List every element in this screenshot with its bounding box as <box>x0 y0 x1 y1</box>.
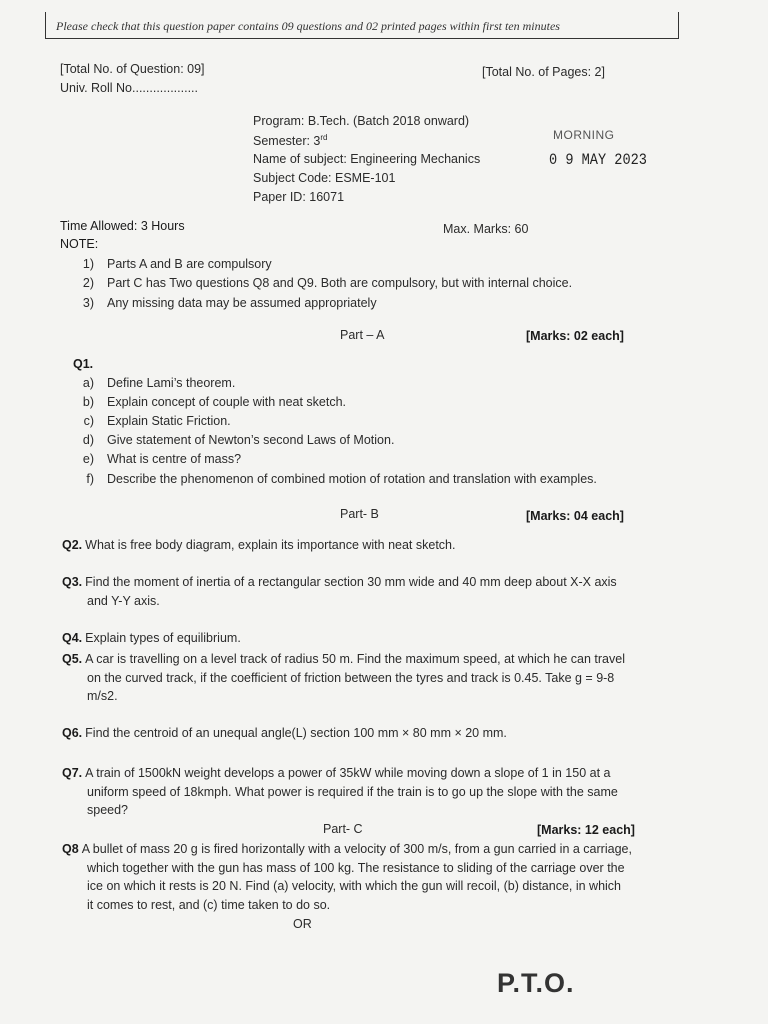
question-4: Q4. Explain types of equilibrium. <box>62 631 241 645</box>
subject-code: Subject Code: ESME-101 <box>253 171 396 185</box>
notice-text: Please check that this question paper contains 09 questions and 02 printed pages within first ten minutes <box>56 19 560 33</box>
paper-id: Paper ID: 16071 <box>253 190 345 204</box>
part-b-title: Part- B <box>340 507 379 521</box>
max-marks: Max. Marks: 60 <box>443 222 529 236</box>
part-a-marks: [Marks: 02 each] <box>526 329 624 343</box>
program: Program: B.Tech. (Batch 2018 onward) <box>253 114 470 128</box>
question-3: Q3. Find the moment of inertia of a rectangular section 30 mm wide and 40 mm deep about X-X axis and Y-Y axis. <box>62 575 617 608</box>
pto-mark: P.T.O. <box>497 968 575 998</box>
note-item: 2) Part C has Two questions Q8 and Q9. Both are compulsory, but with internal choice. <box>82 276 573 290</box>
subject-name: Name of subject: Engineering Mechanics <box>253 152 481 166</box>
part-c-marks: [Marks: 12 each] <box>537 823 635 837</box>
q1-item: e) What is centre of mass? <box>82 452 242 466</box>
q1-item: c) Explain Static Friction. <box>83 414 231 428</box>
question-2: Q2. What is free body diagram, explain its importance with neat sketch. <box>62 538 456 552</box>
q1-item: f) Describe the phenomenon of combined motion of rotation and translation with examples. <box>86 472 597 486</box>
question-8: Q8 A bullet of mass 20 g is fired horizontally with a velocity of 300 m/s, from a gun carried in a carriage, which together with the gun has mass of 100 kg. The resistance to sliding of the carriage over the ice on which it rests is 20 N. Find (a) velocity, with which the gun will recoil, (b) distance, in which it comes to rest, and (c) time taken to do so. <box>62 842 632 912</box>
question-6: Q6. Find the centroid of an unequal angle(L) section 100 mm × 80 mm × 20 mm. <box>62 726 507 740</box>
roll-number: Univ. Roll No................... <box>60 81 198 95</box>
part-c-title: Part- C <box>323 822 363 836</box>
q1-item: d) Give statement of Newton’s second Laws of Motion. <box>82 433 395 447</box>
notice-box <box>45 12 679 39</box>
date-stamp: 0 9 MAY 2023 <box>549 151 647 169</box>
q1-label: Q1. <box>73 357 94 371</box>
total-pages: [Total No. of Pages: 2] <box>482 65 605 79</box>
question-7: Q7. A train of 1500kN weight develops a power of 35kW while moving down a slope of 1 in 150 at a uniform speed of 18kmph. What power is required if the train is to go up the slope with the same speed? <box>62 766 618 817</box>
question-5: Q5. A car is travelling on a level track of radius 50 m. Find the maximum speed, at which he can travel on the curved track, if the coefficient of friction between the tyres and track is 0.45. Take g = 9-8 m/s2. <box>62 652 625 703</box>
or-divider: OR <box>293 917 312 931</box>
note-item: 3) Any missing data may be assumed appropriately <box>82 296 377 310</box>
note-item: 1) Parts A and B are compulsory <box>82 257 272 271</box>
total-questions: [Total No. of Question: 09] <box>60 62 205 76</box>
note-label: NOTE: <box>60 237 99 251</box>
q1-item: b) Explain concept of couple with neat sketch. <box>82 395 347 409</box>
q1-item: a) Define Lami’s theorem. <box>82 376 236 390</box>
part-a-title: Part – A <box>340 328 385 342</box>
part-b-marks: [Marks: 04 each] <box>526 509 624 523</box>
session-stamp: MORNING <box>553 128 615 142</box>
semester: Semester: 3rd <box>253 133 328 149</box>
time-allowed: Time Allowed: 3 Hours <box>60 219 185 233</box>
